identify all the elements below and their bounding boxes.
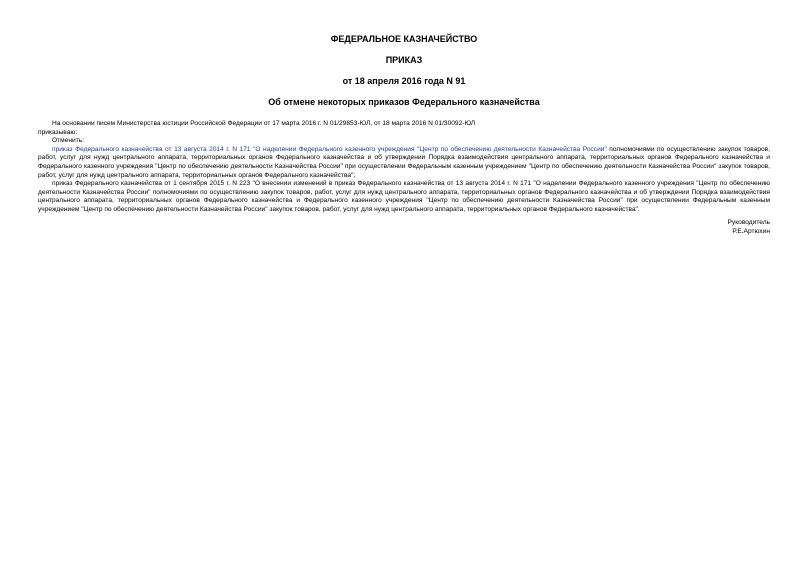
signatory-position: Руководитель <box>727 218 770 226</box>
basis-paragraph: На основании писем Министерства юстиции Российской Федерации от 17 марта 2016 г. N 01/29853-ЮЛ, от 18 марта 2016 N 01/30092-ЮЛ <box>52 120 476 127</box>
signature-block <box>38 218 770 236</box>
agency-heading: ФЕДЕРАЛЬНОЕ КАЗНАЧЕЙСТВО <box>330 34 478 44</box>
document-page <box>38 34 770 236</box>
order-paragraph: приказываю: <box>38 128 78 136</box>
document-title: Об отмене некоторых приказов Федерального казначейства <box>268 97 540 107</box>
cancel-paragraph: Отменить: <box>52 137 84 145</box>
cancelled-order-item-1 <box>38 146 770 180</box>
document-type-heading: ПРИКАЗ <box>385 55 423 65</box>
date-number-heading: от 18 апреля 2016 года N 91 <box>342 76 466 86</box>
signatory-name: Р.Е.Артюхин <box>732 227 770 235</box>
cancelled-order-item-2: приказ Федерального казначейства от 1 сентября 2015 г. N 223 "О внесении изменений в приказ Федерального казначейства от 13 августа 2014 г. N 171 "О наделении Федерального казенного учреждения "Центр по обеспечению деятельности Казначейства России" полномочиями по осуществлению закупок товаров, работ, услуг для нужд центрального аппарата, территориальных органов Федерального казначейства и об утверждении Порядка взаимодействия центрального аппарата, территориальных органов Федерального казначейства и Федерального казенного учреждения "Центр по обеспечению деятельности Казначейства России" при осуществлении Федеральным казенным учреждением "Центр по обеспечению деятельности Казначейства России" закупок товаров, работ, услуг для нужд центрального аппарата, территориальных органов Федерального казначейства". <box>38 180 770 213</box>
document-body <box>38 120 770 215</box>
order-171-text: полномочиями по осуществлению закупок товаров, работ, услуг для нужд центрального аппарата, территориальных органов Федерального казначейства и об утверждении Порядка взаимодействия центрального аппарата, территориальных органов Федерального казначейства и Федерального казенного учреждения "Центр по обеспечению деятельности Казначейства России" при осуществлении Федеральным казенным учреждением "Центр по обеспечению деятельности Казначейства России" закупок товаров, работ, услуг для нужд центрального аппарата, территориальных органов Федерального казначейства"; <box>38 145 770 179</box>
order-171-link[interactable]: приказ Федерального казначейства от 13 августа 2014 г. N 171 "О наделении Федерального казенного учреждения "Центр по обеспечению деятельности Казначейства России" <box>52 145 607 153</box>
